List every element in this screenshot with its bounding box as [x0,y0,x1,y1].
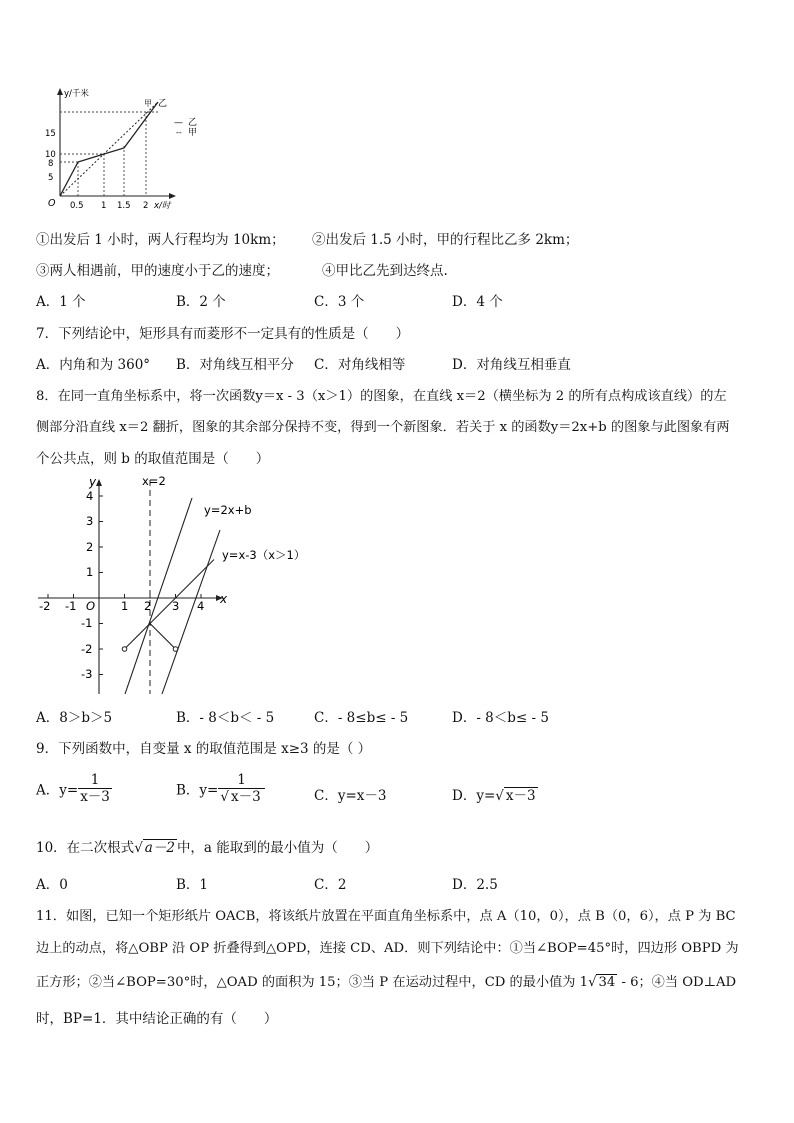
travel-graph [40,84,215,212]
legend-mark-jia: -- [176,128,182,137]
q11-line3-radicand: 34 [598,975,616,990]
q10-stem-post: 中，a 能取到的最小值为（ ） [176,840,379,856]
y-tick-3: 3 [86,514,94,528]
x-axis-label: x [220,592,228,606]
x-tick-05: 0.5 [70,201,84,211]
x-axis-arrow [169,193,176,199]
q9-a-fraction [78,772,112,805]
q9-a-prefix: A．y= [36,782,79,799]
q6-statement-1: ①出发后 1 小时，两人行程均为 10km； [36,232,285,248]
y-axis-label: y [89,475,97,489]
q6-statement-4: ④甲比乙先到达终点. [322,263,448,279]
y-tick-10: 10 [45,150,56,160]
curve-label-jia: 甲 [144,99,152,108]
q9-option-a[interactable] [36,772,112,805]
legend-name-yi: 乙 [188,118,198,128]
label-line-x-3: y=x-3（x＞1） [222,548,306,562]
sqrt-sign: √ [220,789,229,805]
x-tick-4: 4 [197,599,205,613]
q9-option-d[interactable] [452,784,538,804]
q11-line3-pre: 正方形；②当∠BOP=30°时，△OAD 的面积为 15；③当 P 在运动过程中，CD 的最小值为 1 [36,975,589,990]
x-tick-neg1: -1 [65,599,77,613]
x-axis-label: x/时 [154,201,171,211]
vline-label: x=2 [142,474,166,488]
q11-stem-line-2: 边上的动点，将△OBP 沿 OP 折叠得到△OPD，连接 CD、AD．则下列结论中：①当∠BOP=45°时，四边形 OBPD 为 [36,941,739,956]
y-axis-arrow [57,88,63,95]
legend-name-jia: 甲 [188,128,198,138]
y-tick-15: 15 [45,129,56,139]
q8-option-d[interactable]: D．- 8＜b≤ - 5 [452,710,549,726]
q11-stem-line-4: 时，BP=1．其中结论正确的有（ ） [36,1011,278,1027]
origin-label: O [86,599,96,613]
line-2x-b-lower [162,530,220,694]
q8-option-b[interactable]: B．- 8＜b＜ - 5 [176,710,275,726]
origin-label: O [48,198,56,209]
q8-option-a[interactable]: A．8＞b＞5 [36,710,113,726]
q11-stem-line-3 [36,971,736,990]
q11-line3-post: - 6；④当 OD⊥AD [617,975,737,990]
q8-stem-line-2: 侧部分沿直线 x＝2 翻折，图象的其余部分保持不变，得到一个新图象．若关于 x 的函数y＝2x+b 的图象与此图象有两 [36,420,730,435]
y-tick-5: 5 [48,173,54,183]
q10-option-c[interactable]: C．2 [314,877,347,893]
q6-statement-3: ③两人相遇前，甲的速度小于乙的速度； [36,263,279,279]
q9-b-prefix: B．y= [176,782,219,799]
y-tick-8: 8 [48,159,54,169]
q9-b-fraction [218,772,264,805]
q6-option-a[interactable]: A．1 个 [36,294,86,310]
x-tick-neg2: -2 [39,599,51,613]
function-graph [34,472,314,696]
q9-a-numerator: 1 [78,772,112,789]
open-point-left [122,647,127,652]
q9-b-denominator [218,789,264,805]
q9-b-numerator: 1 [218,772,264,789]
q9-b-radicand: x－3 [230,789,261,805]
y-tick-neg1: -1 [81,616,93,630]
q6-statement-2: ②出发后 1.5 小时，甲的行程比乙多 2km； [312,232,579,248]
q10-option-d[interactable]: D．2.5 [452,877,498,893]
q10-stem [36,836,378,856]
q7-stem: 7．下列结论中，矩形具有而菱形不一定具有的性质是（ ） [36,326,410,342]
y-tick-2: 2 [86,540,94,554]
q7-option-b[interactable]: B．对角线互相平分 [176,357,294,373]
x-tick-2: 2 [144,599,152,613]
y-tick-neg3: -3 [81,667,93,681]
x-tick-1: 1 [121,599,129,613]
q7-option-d[interactable]: D．对角线互相垂直 [452,357,571,373]
sqrt-sign: √ [495,788,504,804]
line-2x-b-upper [125,498,192,694]
q10-radicand: a－2 [144,840,175,856]
q10-option-a[interactable]: A．0 [36,877,68,893]
x-tick-1: 1 [101,201,107,211]
q9-option-b[interactable] [176,772,265,805]
y-tick-neg2: -2 [81,642,93,656]
q8-option-c[interactable]: C．- 8≤b≤ - 5 [314,710,409,726]
q8-stem-line-1: 8．在同一直角坐标系中，将一次函数y＝x - 3（x＞1）的图象，在直线 x＝2（横坐标为 2 的所有点构成该直线）的左 [36,389,727,404]
x-tick-3: 3 [172,599,180,613]
x-tick-15: 1.5 [117,201,131,211]
y-axis-arrow [96,479,102,486]
q10-stem-pre: 10．在二次根式 [36,840,135,856]
q7-option-a[interactable]: A．内角和为 360° [36,357,151,373]
q11-stem-line-1: 11．如图，已知一个矩形纸片 OACB，将该纸片放置在平面直角坐标系中，点 A（10，0），点 B（0，6），点 P 为 BC [36,909,736,924]
y-axis-label: y/千米 [64,89,89,99]
q9-a-denominator: x－3 [80,789,110,805]
curve-jia [60,102,158,196]
y-tick-1: 1 [86,565,94,579]
label-line-2x-b: y=2x+b [204,503,252,517]
x-tick-2: 2 [143,201,149,211]
sqrt-sign: √ [134,840,143,856]
legend-mark-yi: — [174,118,183,128]
q7-option-c[interactable]: C．对角线相等 [314,357,406,373]
q9-d-prefix: D．y= [452,788,496,804]
q9-option-c[interactable]: C．y=x－3 [314,788,387,804]
q6-option-d[interactable]: D．4 个 [452,294,503,310]
q9-stem: 9．下列函数中，自变量 x 的取值范围是 x≥3 的是（ ） [36,741,372,757]
q8-stem-line-3: 个公共点，则 b 的取值范围是（ ） [36,451,270,467]
q9-d-radicand: x－3 [505,788,536,804]
sqrt-sign: √ [588,975,597,990]
curve-label-yi: 乙 [158,99,168,109]
q10-option-b[interactable]: B．1 [176,877,209,893]
q6-option-c[interactable]: C．3 个 [314,294,365,310]
y-tick-4: 4 [86,489,94,503]
q6-option-b[interactable]: B．2 个 [176,294,226,310]
